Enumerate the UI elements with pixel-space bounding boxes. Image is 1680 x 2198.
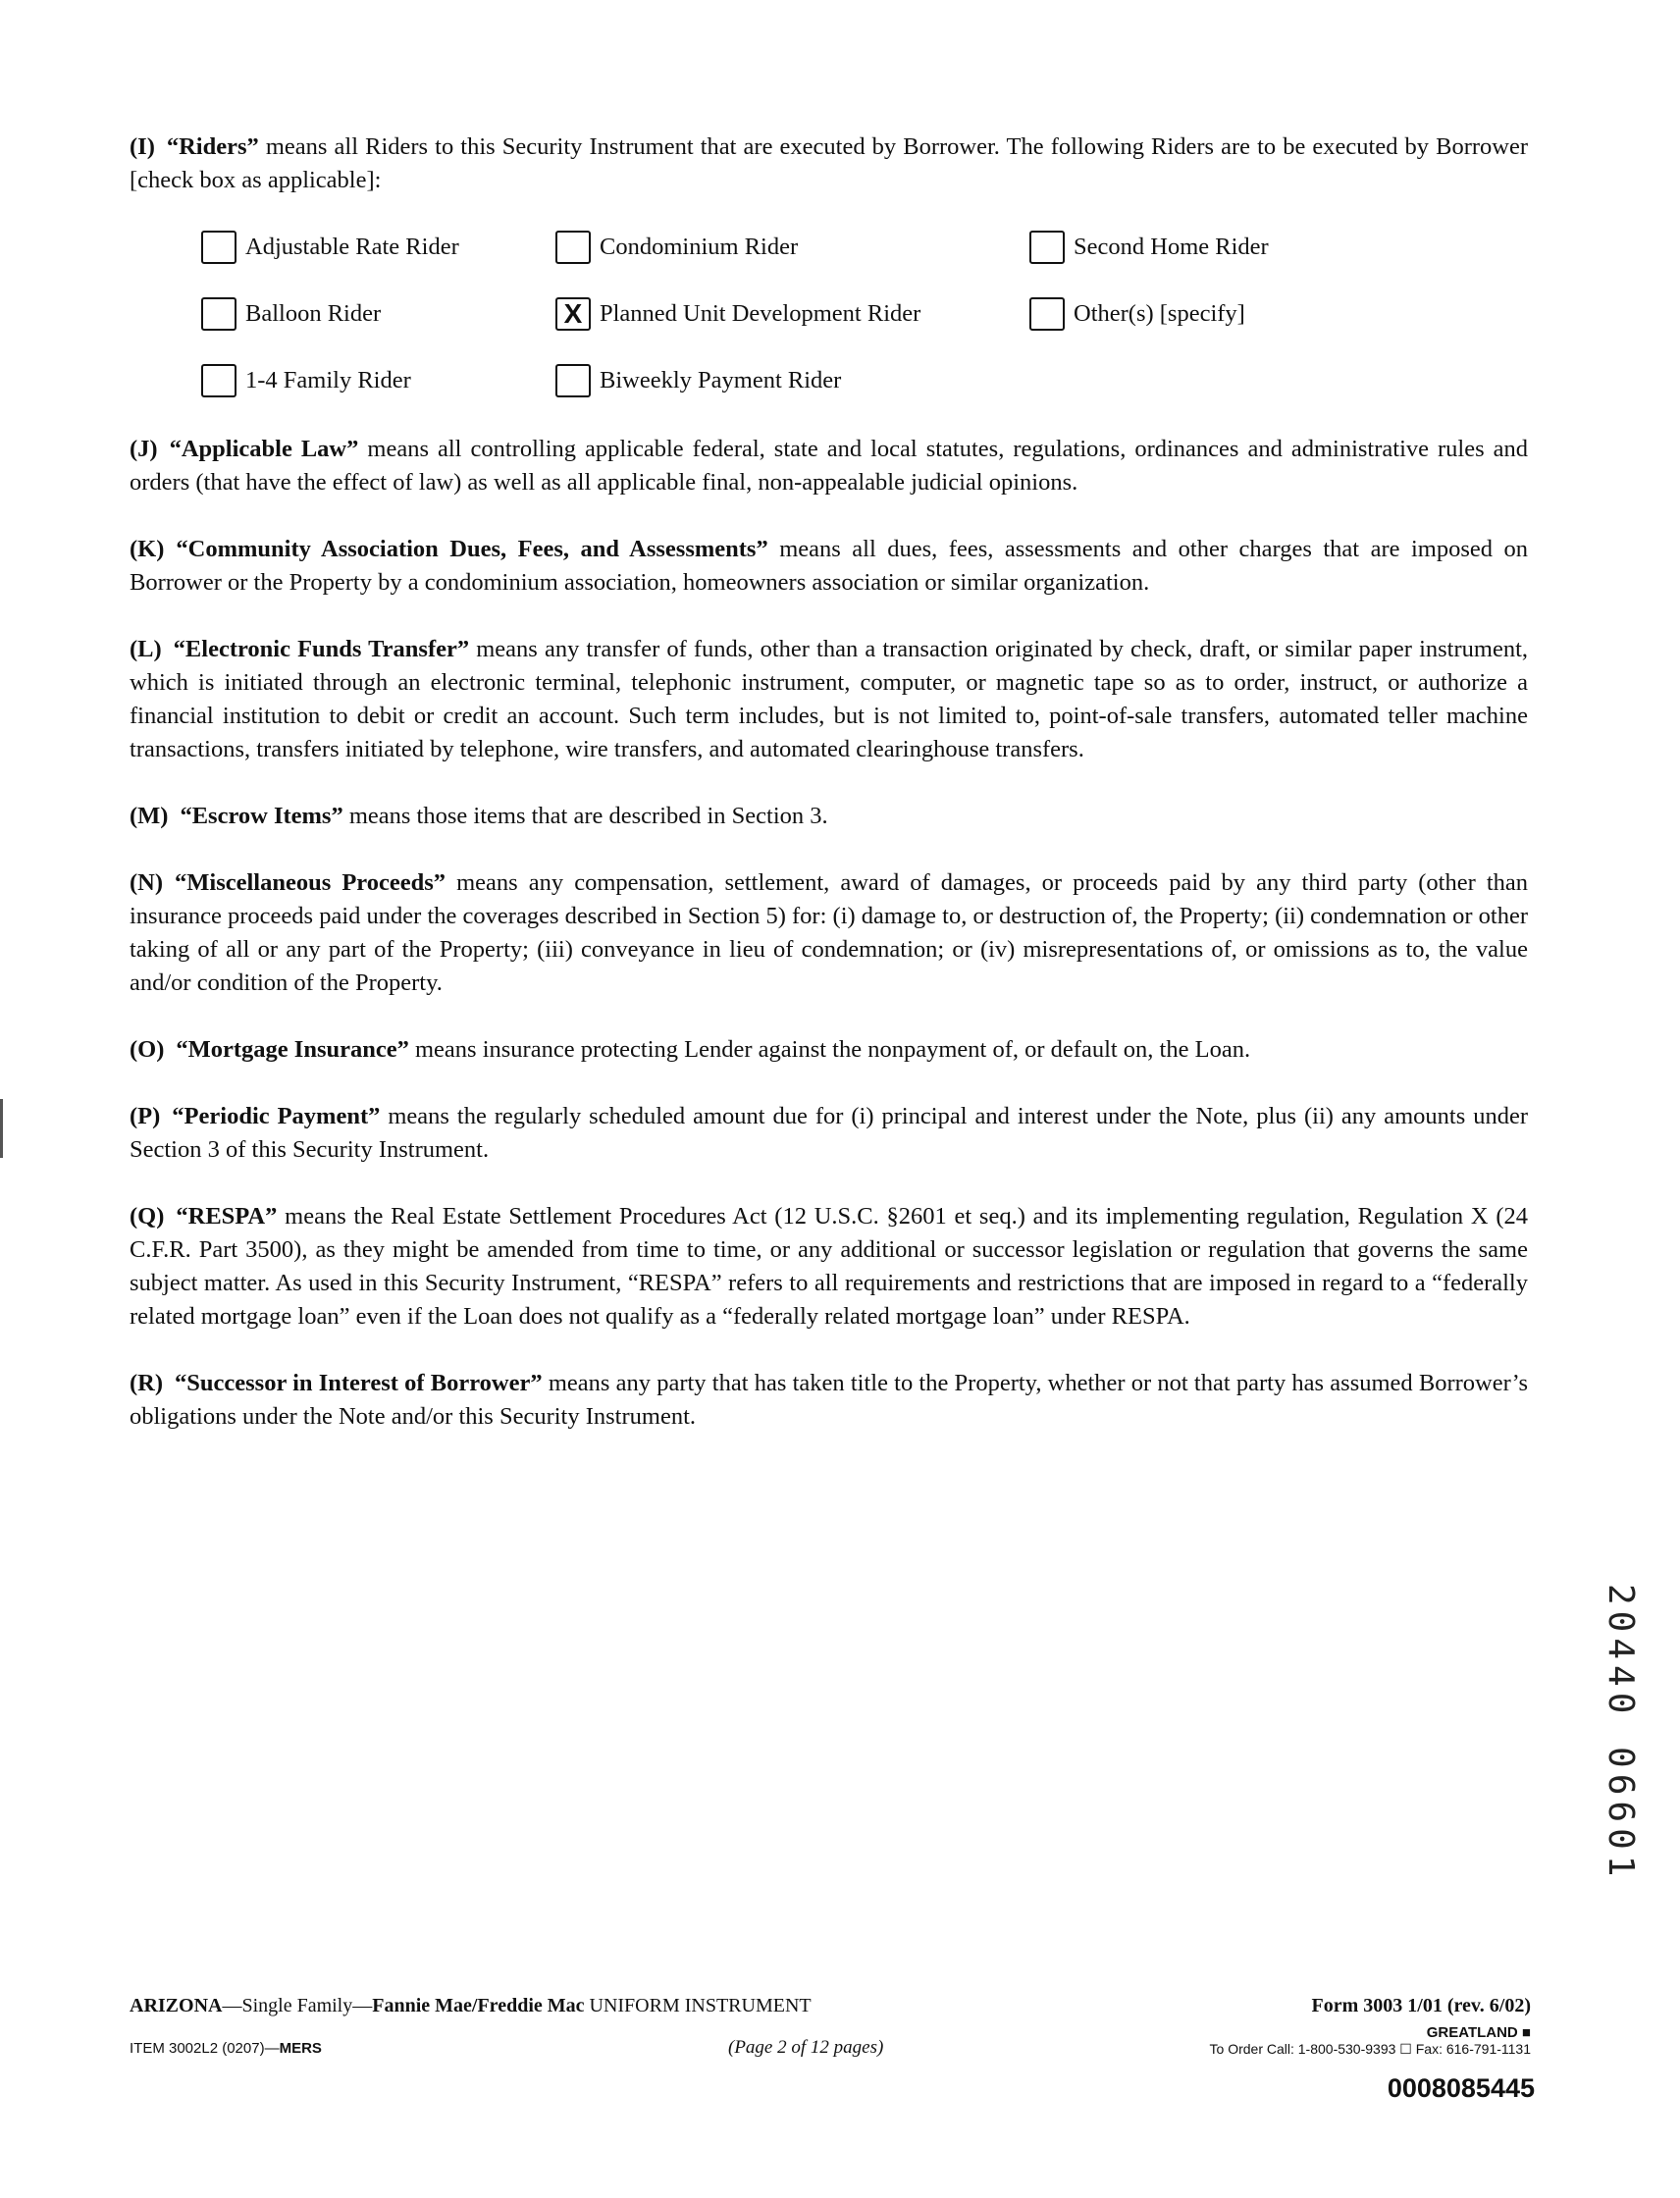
footer-item-suffix: MERS <box>279 2040 322 2057</box>
rider-others[interactable] <box>1029 297 1245 331</box>
riders-definition <box>130 131 1528 197</box>
footer-form-title <box>130 1995 812 2017</box>
definition-miscellaneous-proceeds <box>130 866 1528 1000</box>
footer-page-indicator: (Page 2 of 12 pages) <box>728 2037 884 2058</box>
definition-letter: (M) <box>130 803 169 829</box>
rider-biweekly-payment[interactable] <box>555 364 841 397</box>
rider-label: Biweekly Payment Rider <box>600 367 842 393</box>
definition-term: “Miscellaneous Proceeds” <box>175 869 446 896</box>
footer-item: ITEM 3002L2 (0207)— <box>130 2040 280 2057</box>
footer-family: —Single Family— <box>222 1995 373 2016</box>
rider-1-4-family[interactable] <box>201 364 411 397</box>
rider-label: 1-4 Family Rider <box>245 367 411 393</box>
definition-letter: (O) <box>130 1036 165 1063</box>
publisher-order-info: To Order Call: 1-800-530-9393 ☐ Fax: 616-791-1131 <box>1209 2041 1531 2057</box>
riders-checkbox-grid <box>130 231 1528 431</box>
definition-term: “Escrow Items” <box>180 803 343 829</box>
footer-publisher <box>1210 2024 1531 2058</box>
checkbox[interactable] <box>1029 231 1065 264</box>
definition-text: means those items that are described in Section 3. <box>348 803 828 829</box>
footer-instrument: UNIFORM INSTRUMENT <box>589 1995 812 2016</box>
checkbox[interactable] <box>1029 297 1065 331</box>
rider-adjustable-rate[interactable] <box>201 231 459 264</box>
section-text: means all Riders to this Security Instrument that are executed by Borrower. The following Riders are to be executed by Borrower [check box as applicable]: <box>130 133 1529 193</box>
footer-item-code <box>130 2040 322 2057</box>
recording-number: 20440 06601 <box>1601 1584 1641 1883</box>
definition-respa <box>130 1200 1528 1334</box>
checkbox[interactable] <box>201 364 236 397</box>
checkbox-checked[interactable]: X <box>555 297 591 331</box>
definition-term: “Successor in Interest of Borrower” <box>175 1370 543 1396</box>
definition-text: means the regularly scheduled amount due for (i) principal and interest under the Note, plus (ii) any amounts under Section 3 of this Security Instrument. <box>130 1103 1529 1163</box>
section-letter: (I) <box>130 133 155 160</box>
definition-successor-in-interest <box>130 1367 1528 1434</box>
scan-margin-mark <box>0 1099 3 1158</box>
definition-text: means the Real Estate Settlement Procedures Act (12 U.S.C. §2601 et seq.) and its implementing regulation, Regulation X (24 C.F.R. Part 3500), as they might be amended from time to time, or any additional or successor legislation or regulation that governs the same subject matter. As used in this Security Instrument, “RESPA” refers to all requirements and restrictions that are imposed in regard to a “federally related mortgage loan” even if the Loan does not qualify as a “federally related mortgage loan” under RESPA. <box>130 1203 1528 1330</box>
rider-second-home[interactable] <box>1029 231 1269 264</box>
definition-term: “Applicable Law” <box>169 436 359 462</box>
definition-text: means insurance protecting Lender against the nonpayment of, or default on, the Loan. <box>414 1036 1251 1063</box>
footer-agency: Fannie Mae/Freddie Mac <box>372 1995 585 2016</box>
rider-label: Adjustable Rate Rider <box>245 234 459 260</box>
rider-label: Condominium Rider <box>600 234 799 260</box>
publisher-brand: GREATLAND ■ <box>1426 2024 1531 2041</box>
checkbox[interactable] <box>555 231 591 264</box>
definition-term: “RESPA” <box>176 1203 278 1230</box>
rider-planned-unit-development[interactable] <box>555 297 920 331</box>
document-body <box>130 131 1528 1467</box>
definition-applicable-law <box>130 433 1528 499</box>
definition-text: means all dues, fees, assessments and other charges that are imposed on Borrower or the Property by a condominium association, homeowners association or similar organization. <box>130 536 1529 596</box>
definition-community-association-dues <box>130 533 1528 600</box>
definition-letter: (N) <box>130 869 164 896</box>
definition-term: “Electronic Funds Transfer” <box>173 636 470 662</box>
rider-label: Other(s) [specify] <box>1074 300 1245 327</box>
definition-text: means any compensation, settlement, award of damages, or proceeds paid by any third party (other than insurance proceeds paid under the coverages described in Section 5) for: (i) damage to, or destruction of, the Property; (ii) condemnation or other taking of all or any part of the Property; (iii) conveyance in lieu of condemnation; or (iv) misrepresentations of, or omissions as to, the value and/or condition of the Property. <box>130 869 1529 996</box>
footer-state: ARIZONA <box>130 1995 223 2016</box>
footer-form-number: Form 3003 1/01 (rev. 6/02) <box>1311 1995 1531 2016</box>
rider-balloon[interactable] <box>201 297 381 331</box>
rider-condominium[interactable] <box>555 231 798 264</box>
definition-term: “Community Association Dues, Fees, and Assessments” <box>176 536 768 562</box>
loan-number: 0008085445 <box>1387 2073 1535 2103</box>
definition-letter: (J) <box>130 436 158 462</box>
definition-text: means any party that has taken title to the Property, whether or not that party has assumed Borrower’s obligations under the Note and/or this Security Instrument. <box>130 1370 1529 1430</box>
rider-label: Second Home Rider <box>1074 234 1269 260</box>
rider-label: Balloon Rider <box>245 300 382 327</box>
definition-periodic-payment <box>130 1100 1528 1167</box>
section-term: “Riders” <box>166 133 259 160</box>
definition-letter: (P) <box>130 1103 161 1129</box>
checkbox[interactable] <box>201 297 236 331</box>
definition-text: means all controlling applicable federal, state and local statutes, regulations, ordinances and administrative rules and orders (that have the effect of law) as well as all applicable final, non-appealable judicial opinions. <box>130 436 1529 496</box>
definition-term: “Mortgage Insurance” <box>176 1036 409 1063</box>
checkbox[interactable] <box>201 231 236 264</box>
definition-electronic-funds-transfer <box>130 633 1528 766</box>
rider-label: Planned Unit Development Rider <box>600 300 921 327</box>
definition-letter: (K) <box>130 536 165 562</box>
definition-letter: (L) <box>130 636 162 662</box>
definition-escrow-items <box>130 800 1528 833</box>
definition-letter: (R) <box>130 1370 164 1396</box>
definition-term: “Periodic Payment” <box>172 1103 381 1129</box>
checkbox[interactable] <box>555 364 591 397</box>
definition-text: means any transfer of funds, other than a transaction originated by check, draft, or similar paper instrument, which is initiated through an electronic terminal, telephonic instrument, computer, or magnetic tape so as to order, instruct, or authorize a financial institution to debit or credit an account. Such term includes, but is not limited to, point-of-sale transfers, automated teller machine transactions, transfers initiated by telephone, wire transfers, and automated clearinghouse transfers. <box>130 636 1528 762</box>
definition-mortgage-insurance <box>130 1033 1528 1067</box>
definition-letter: (Q) <box>130 1203 165 1230</box>
